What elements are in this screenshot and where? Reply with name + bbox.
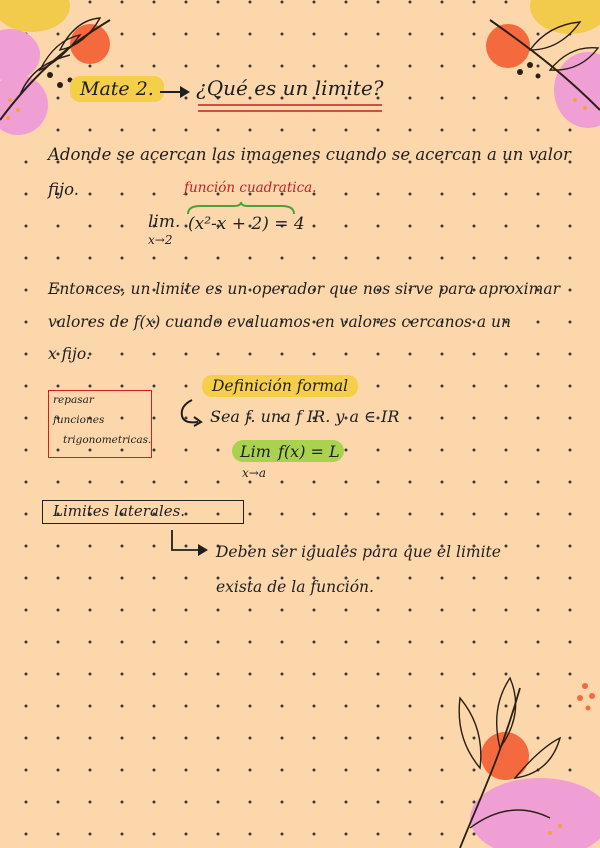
formal-limit-word: Lim: [240, 442, 271, 461]
reminder-box: [48, 390, 152, 458]
quadratic-annotation: función cuadratica.: [184, 180, 317, 196]
paragraph-line-1: Entonces, un limite es un operador que nos sirve para aproximar: [48, 280, 560, 298]
title-underline: [196, 102, 386, 116]
limit-subscript: x→2: [148, 233, 173, 247]
page-question-title: ¿Qué es un limite?: [196, 76, 384, 100]
reminder-line-2: funciones: [53, 414, 105, 426]
arrow-right-icon: [158, 84, 194, 100]
bottom-right-flower-decoration: [440, 668, 600, 848]
intro-line-1: Adonde se acercan las imagenes cuando se acercan a un valor: [48, 145, 571, 164]
reminder-line-1: repasar: [53, 394, 94, 406]
lateral-line-1: Deben ser iguales para que el limite: [216, 543, 501, 561]
paragraph-line-3: x fijo.: [48, 345, 91, 363]
definition-title: Definición formal: [202, 375, 358, 397]
top-left-flower-decoration: [0, 0, 130, 140]
limit-expression: (x²-x + 2) = 4: [188, 214, 305, 234]
subject-title: Mate 2.: [70, 76, 164, 102]
lateral-line-2: exista de la función.: [216, 578, 374, 596]
formal-limit-expression: f(x) = L: [278, 442, 340, 461]
lateral-limits-title: Limites laterales.: [53, 502, 186, 520]
curved-arrow-icon: [178, 398, 204, 428]
limit-word: lim.: [148, 212, 181, 232]
paragraph-line-2: valores de f(x) cuando evaluamos en valores cercanos a un: [48, 313, 511, 331]
corner-arrow-icon: [168, 528, 212, 560]
reminder-line-3: trigonometricas.: [63, 434, 152, 446]
intro-line-2: fijo.: [48, 180, 80, 199]
definition-statement: Sea f. una f IR. y a ∈ IR: [210, 407, 400, 426]
formal-limit-subscript: x→a: [242, 466, 266, 480]
top-right-flower-decoration: [470, 0, 600, 140]
lateral-limits-box: [42, 500, 244, 524]
